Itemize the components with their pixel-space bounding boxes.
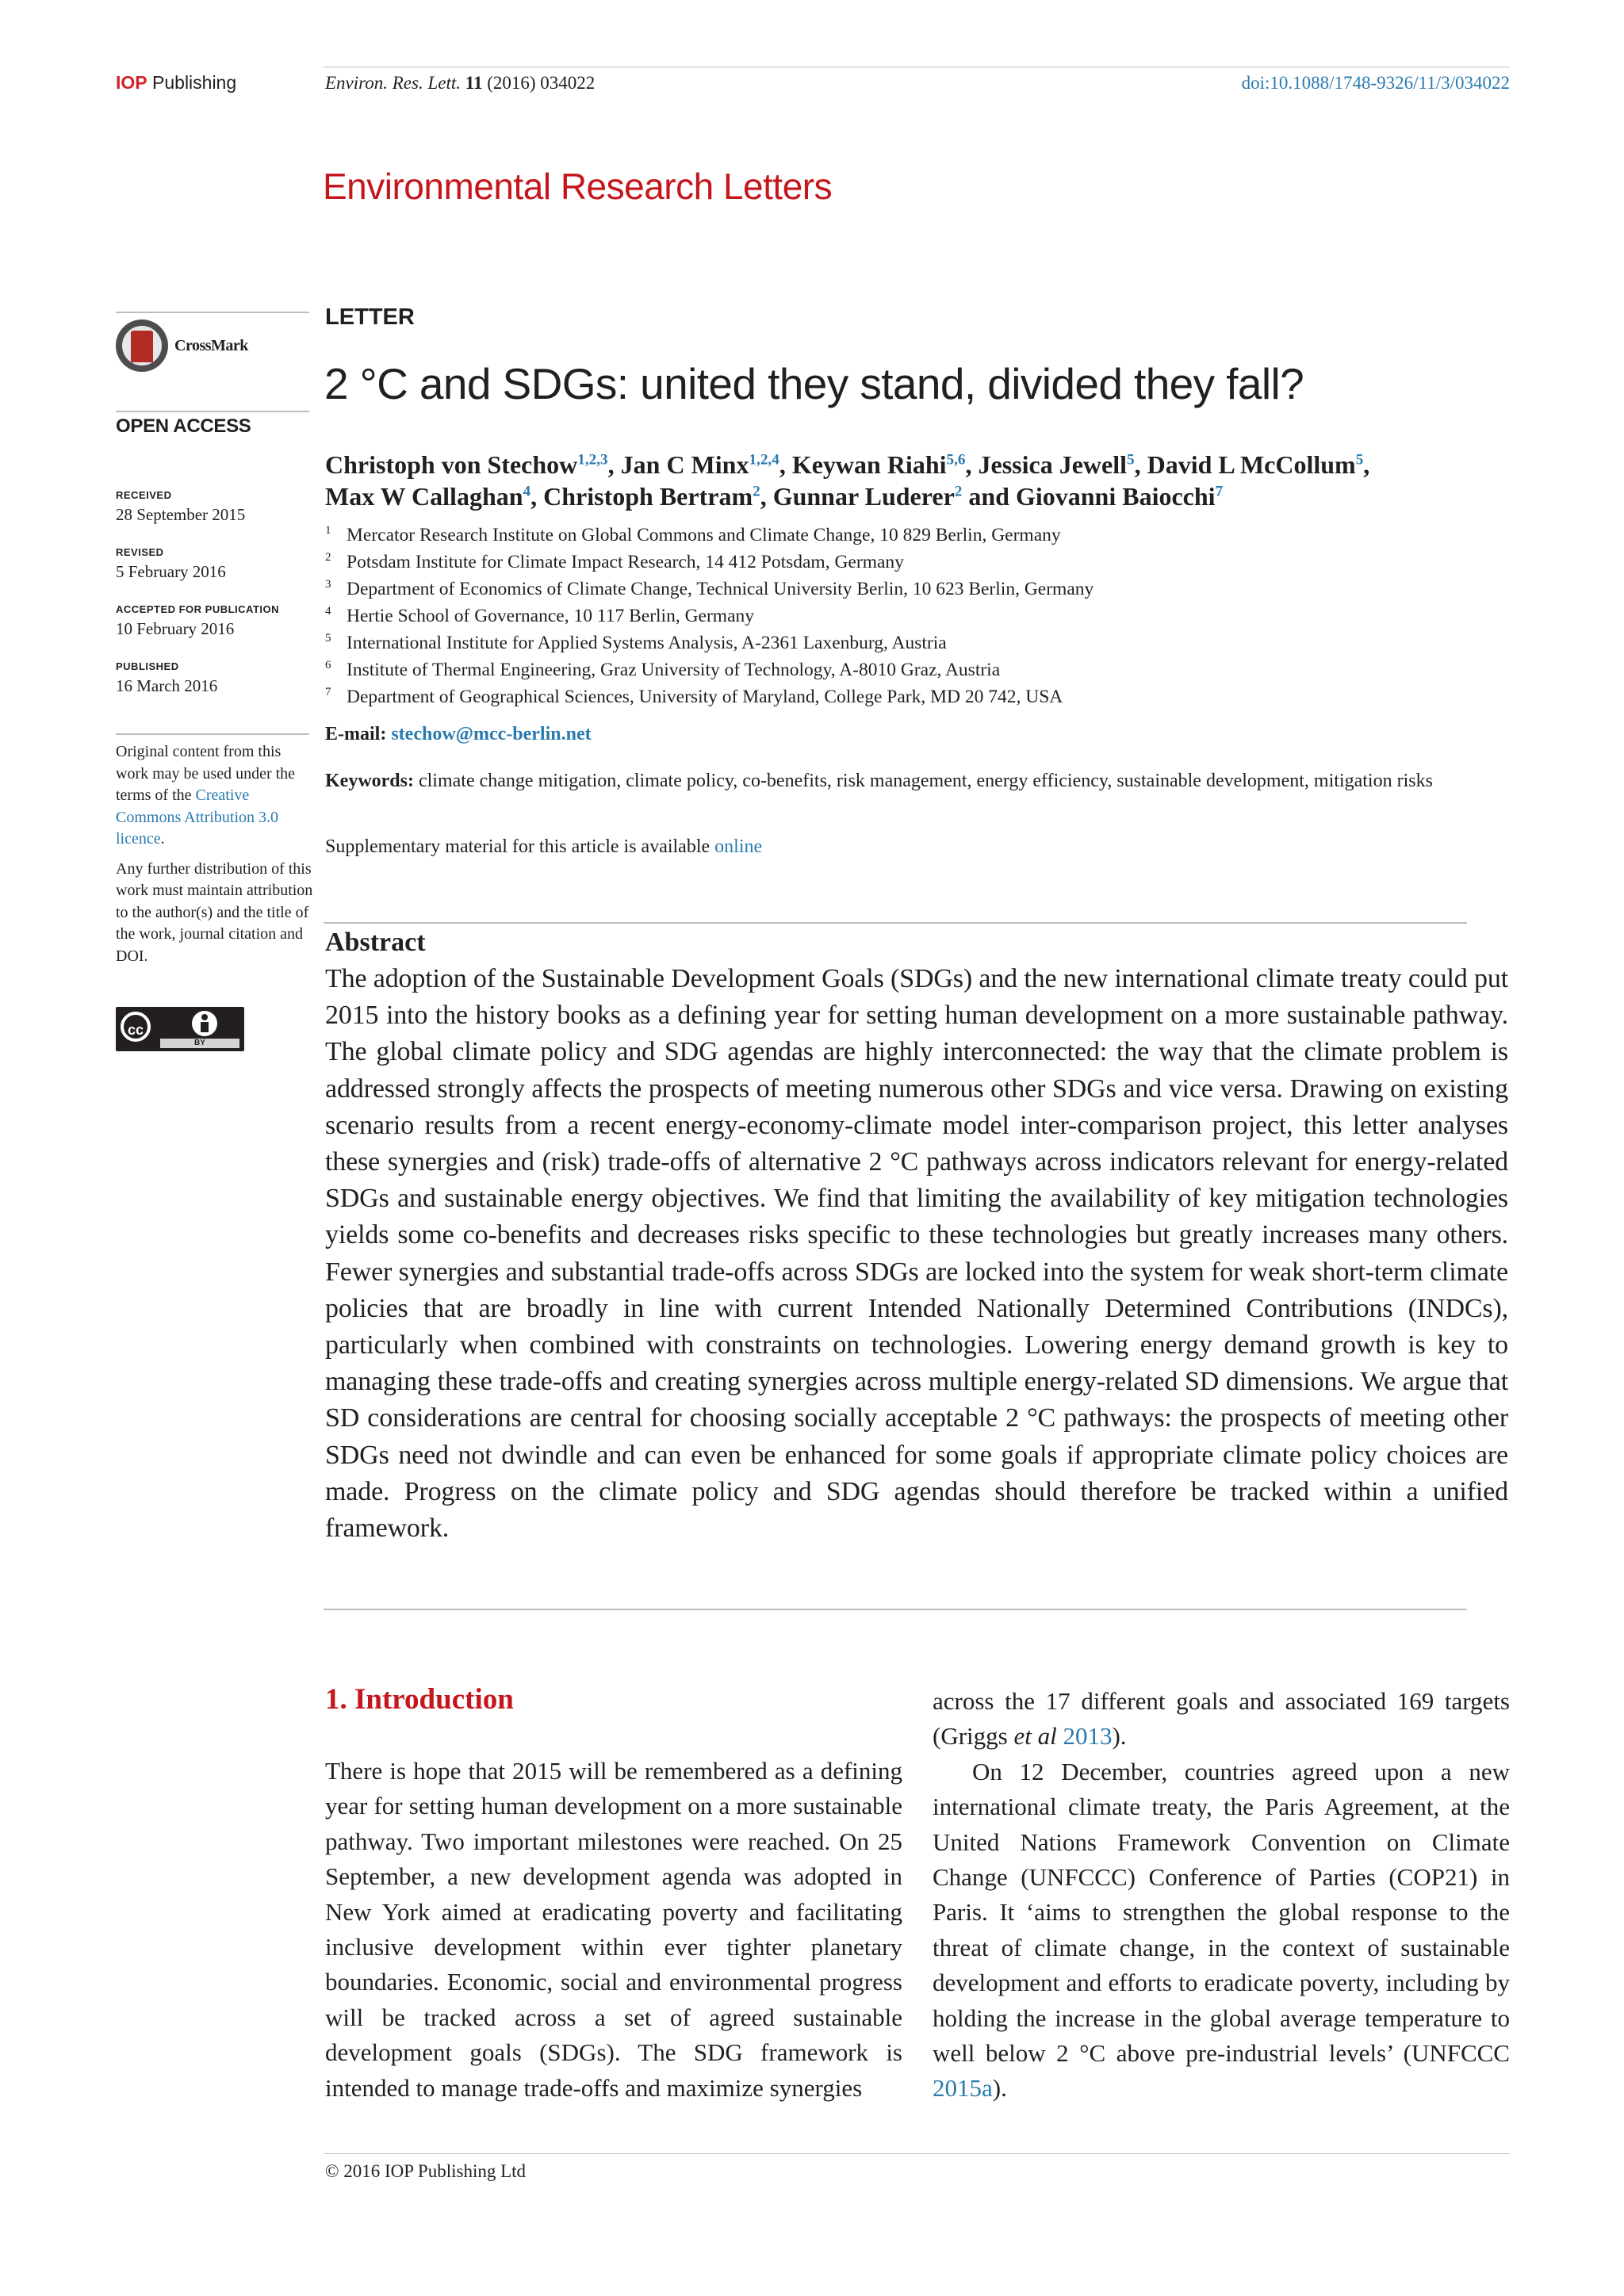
crossmark-button[interactable] [116,320,248,372]
abstract-heading: Abstract [325,928,426,957]
section-heading-introduction: 1. Introduction [325,1683,514,1716]
received-label: RECEIVED [116,489,172,501]
intro-paragraph-2: On 12 December, countries agreed upon a new international climate treaty, the Paris Agreement, at the United Nations Framework Convention on Climate Change (UNFCCC) Conference of Parties (COP21) in Paris. It ‘aims to strengthen the global response to the threat of climate change, in the context of sustainable development and efforts to eradicate poverty, including by holding the increase in the global average temperature to well below 2 °C above pre-industrial levels’ (UNFCCC 2015a). [933,1757,1510,2103]
author: Christoph Bertram$^2$ [543,482,760,511]
revised-date: 5 February 2016 [116,562,226,581]
attribution-note: Any further distribution of this work must maintain attribution to the author(s) and the title of the work, journal citation and DOI. [116,859,313,965]
citation-link[interactable]: 2013 [1063,1722,1113,1751]
abstract-bottom-rule [324,1609,1467,1610]
author-list: Christoph von Stechow$^{1,2,3}$, Jan C Minx$^{1,2,4}$, Keywan Riahi$^{5,6}$, Jessica Jewell$^5$, David L McCollum$^5$, Max W Callaghan$^4$, Christoph Bertram$^2$, Gunnar Luderer$^2$ and Giovanni Baiocchi$^7$ [325,450,1370,511]
author: Jan C Minx$^{1,2,4}$ [620,450,779,479]
journal-title: Environmental Research Letters [323,166,833,207]
crossmark-label: CrossMark [174,336,248,354]
supplementary-link[interactable]: online [714,836,763,857]
accepted-label: ACCEPTED FOR PUBLICATION [116,603,280,615]
cc-by-badge[interactable] [116,1007,244,1051]
affiliation: 3 Department of Economics of Climate Change, Technical University Berlin, 10 623 Berlin, Germany [325,578,1094,599]
affiliation: 2 Potsdam Institute for Climate Impact Research, 14 412 Potsdam, Germany [325,551,904,572]
body-column-left [325,1754,902,2106]
sidebar-rule [116,411,309,412]
affiliation: 5 International Institute for Applied Systems Analysis, A-2361 Laxenburg, Austria [325,632,947,653]
published-date: 16 March 2016 [116,676,218,695]
email-link[interactable]: stechow@mcc-berlin.net [391,724,592,744]
supplementary-note: Supplementary material for this article is available online [325,836,763,857]
copyright-notice: © 2016 IOP Publishing Ltd [325,2161,527,2181]
footer-rule [324,2153,1510,2154]
cc-licence-link[interactable]: Creative Commons Attribution 3.0 licence [116,786,279,848]
article-type: LETTER [325,304,415,330]
license-text: Original content from this work may be used under the terms of the Creative Commons Attribution 3.0 licence. Any further distribution of this work must maintain attribution to the author(s) and the title of the work, journal citation and DOI. [116,741,314,975]
affiliation-list [325,522,1515,710]
person-icon [192,1011,217,1036]
revised-label: REVISED [116,546,164,558]
keywords: Keywords: climate change mitigation, climate policy, co-benefits, risk management, energy efficiency, sustainable development, mitigation risks [325,771,1433,791]
crossmark-icon [116,320,168,372]
article-title: 2 °C and SDGs: united they stand, divided they fall? [324,359,1304,408]
author: Gunnar Luderer$^2$ [772,482,963,511]
by-label: BY [160,1039,239,1048]
abstract-top-rule [324,922,1467,924]
published-label: PUBLISHED [116,660,179,672]
sidebar-license-rule [116,733,309,735]
author: Christoph von Stechow$^{1,2,3}$ [325,450,608,479]
author: Giovanni Baiocchi$^7$ [1015,482,1224,511]
author: David L McCollum$^5$, [1147,450,1370,479]
author: Jessica Jewell$^5$ [978,450,1135,479]
publisher-logo: IOP Publishing [116,72,237,93]
cc-icon: cc [121,1012,151,1042]
accepted-date: 10 February 2016 [116,619,235,638]
doi-link[interactable]: doi:10.1088/1748-9326/11/3/034022 [1241,73,1510,93]
citation-link[interactable]: 2015a [933,2074,993,2103]
body-column-right [933,1684,1510,2107]
affiliation: 4 Hertie School of Governance, 10 117 Berlin, Germany [325,605,755,626]
affiliation: 1 Mercator Research Institute on Global Commons and Climate Change, 10 829 Berlin, Germany [325,524,1061,545]
corresponding-email: E-mail: stechow@mcc-berlin.net [325,724,592,744]
sidebar-top-rule [116,312,309,313]
received-date: 28 September 2015 [116,505,246,524]
intro-paragraph-1: There is hope that 2015 will be remembered as a defining year for setting human development on a more sustainable pathway. Two important milestones were reached. On 25 September, a new development agenda was adopted in New York aimed at eradicating poverty and facilitating inclusive development within ever tighter planetary boundaries. Economic, social and environmental progress will be tracked across a set of agreed sustainable development goals (SDGs). The SDG framework is intended to manage trade-offs and maximize synergies [325,1757,902,2102]
affiliation: 7 Department of Geographical Sciences, University of Maryland, College Park, MD 20 742, USA [325,686,1063,707]
author: Keywan Riahi$^{5,6}$ [791,450,966,479]
journal-citation: Environ. Res. Lett. 11 (2016) 034022 [325,73,596,93]
open-access-label: OPEN ACCESS [116,415,251,437]
affiliation: 6 Institute of Thermal Engineering, Graz University of Technology, A-8010 Graz, Austria [325,659,1001,680]
intro-paragraph-1-continued: across the 17 different goals and associated 169 targets (Griggs et al 2013). [933,1687,1510,1751]
abstract-text: The adoption of the Sustainable Development Goals (SDGs) and the new international climate treaty could put 2015 into the history books as a defining year for setting human development on a more sustainable pathway. The global climate policy and SDG agendas are highly interconnected: the way that the climate problem is addressed strongly affects the prospects of meeting numerous other SDGs and vice versa. Drawing on existing scenario results from a recent energy-economy-climate model inter-comparison project, this letter analyses these synergies and (risk) trade-offs of alternative 2 °C pathways across indicators relevant for energy-related SDGs and sustainable energy objectives. We find that limiting the availability of key mitigation technologies yields some co-benefits and decreases risks specific to these technologies but greatly increases many others. Fewer synergies and substantial trade-offs across SDGs are locked into the system for weak short-term climate policies that are broadly in line with current Intended Nationally Determined Contributions (INDCs), particularly when combined with constraints on technologies. Lowering energy demand growth is key to managing these trade-offs and creating synergies across multiple energy-related SD dimensions. We argue that SD considerations are central for choosing socially acceptable 2 °C pathways: the prospects of meeting other SDGs need not dwindle and can even be enhanced for some goals if appropriate climate policy choices are made. Progress on the climate policy and SDG agendas should therefore be tracked within a unified framework. [325,964,1508,1544]
author: Max W Callaghan$^4$ [325,482,531,511]
